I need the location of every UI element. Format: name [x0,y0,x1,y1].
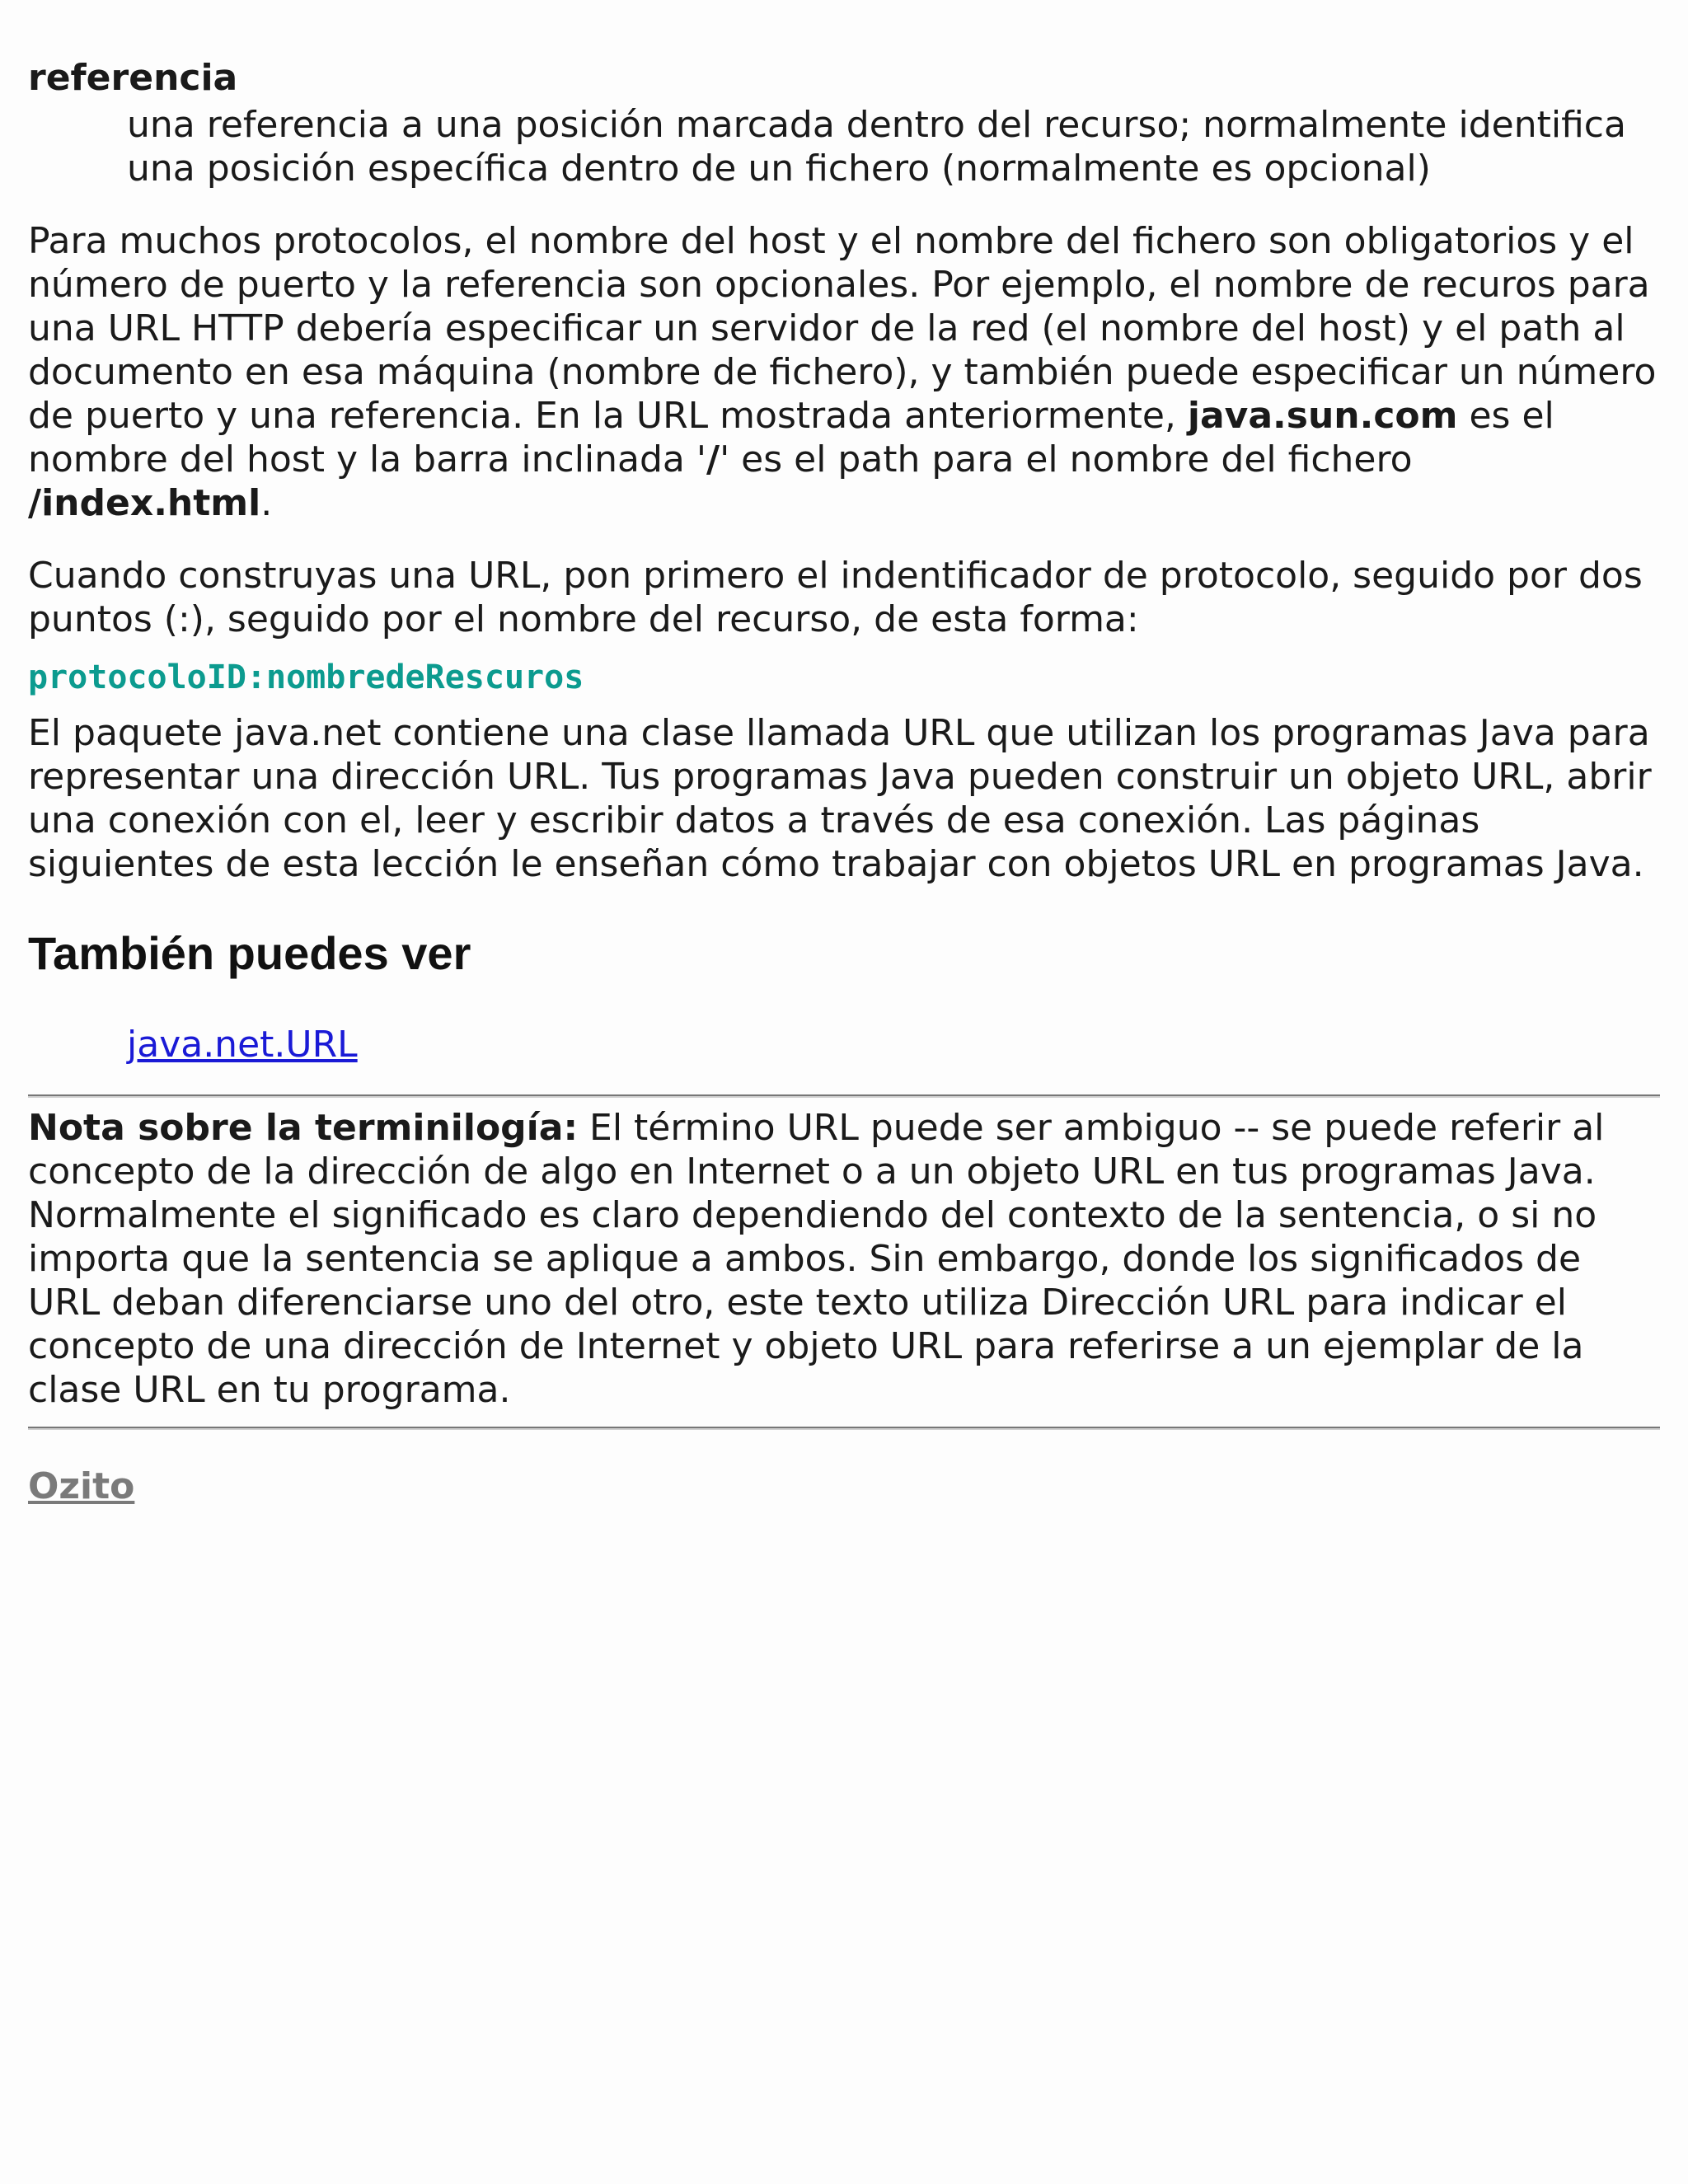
paragraph-host-path-part1: Para muchos protocolos, el nombre del host y el nombre del fichero son obligatorios y el número de puerto y la referencia son opcionales. Por ejemplo, el nombre de recuros para una URL HTTP debería especificar un servidor de la red (el nombre del host) y el path al documento en esa máquina (nombre de fichero), y también puede especificar un número de puerto y una referencia. En la URL mostrada anteriormente, [28,220,1657,437]
paragraph-java-net: El paquete java.net contiene una clase llamada URL que utilizan los programas Java para representar una dirección URL. Tus programas Java pueden construir un objeto URL, abrir una conexión con el, leer y escribir datos a través de esa conexión. Las páginas siguientes de esta lección le enseñan cómo trabajar con objetos URL en programas Java. [28,712,1652,885]
host-example: java.sun.com [1187,395,1458,437]
paragraph-host-path-part4: . [260,482,273,524]
paragraph-host-path-part2: es el nombre del host y la barra inclinada ' [28,395,1554,480]
note-text: El término URL puede ser ambiguo -- se puede referir al concepto de la dirección de algo en Internet o a un objeto URL en tus programas Java. Normalmente el significado es claro dependiendo del contexto de la sentencia, o si no importa que la sentencia se aplique a ambos. Sin embargo, donde los significados de URL deban diferenciarse uno del otro, este texto utiliza Dirección URL para indicar el concepto de una dirección de Internet y objeto URL para referirse a un ejemplar de la clase URL en tu programa. [28,1107,1605,1411]
see-also-heading: También puedes ver [28,927,471,979]
slash-example: / [706,438,720,480]
code-example: protocoloID:nombredeRescuros [28,658,584,696]
see-also-list [127,1023,1660,1066]
note-bottom-divider [28,1427,1660,1430]
paragraph-host-path-part3: ' es el path para el nombre del fichero [720,438,1413,480]
paragraph-construct-url: Cuando construyas una URL, pon primero el indentificador de protocolo, seguido por dos puntos (:), seguido por el nombre del recurso, de esta forma: [28,555,1643,640]
paragraph-host-path [28,219,1660,525]
java-net-url-link[interactable]: java.net.URL [127,1024,358,1066]
definition-term: referencia [28,57,238,99]
footer [28,1465,1660,1508]
note-top-divider [28,1094,1660,1098]
terminology-note [28,1106,1660,1412]
note-label: Nota sobre la terminilogía: [28,1107,579,1149]
file-example: /index.html [28,482,261,524]
definition-text: una referencia a una posición marcada dentro del recurso; normalmente identifica una posición específica dentro de un fichero (normalmente es opcional) [127,104,1626,190]
ozito-link[interactable]: Ozito [28,1465,135,1507]
